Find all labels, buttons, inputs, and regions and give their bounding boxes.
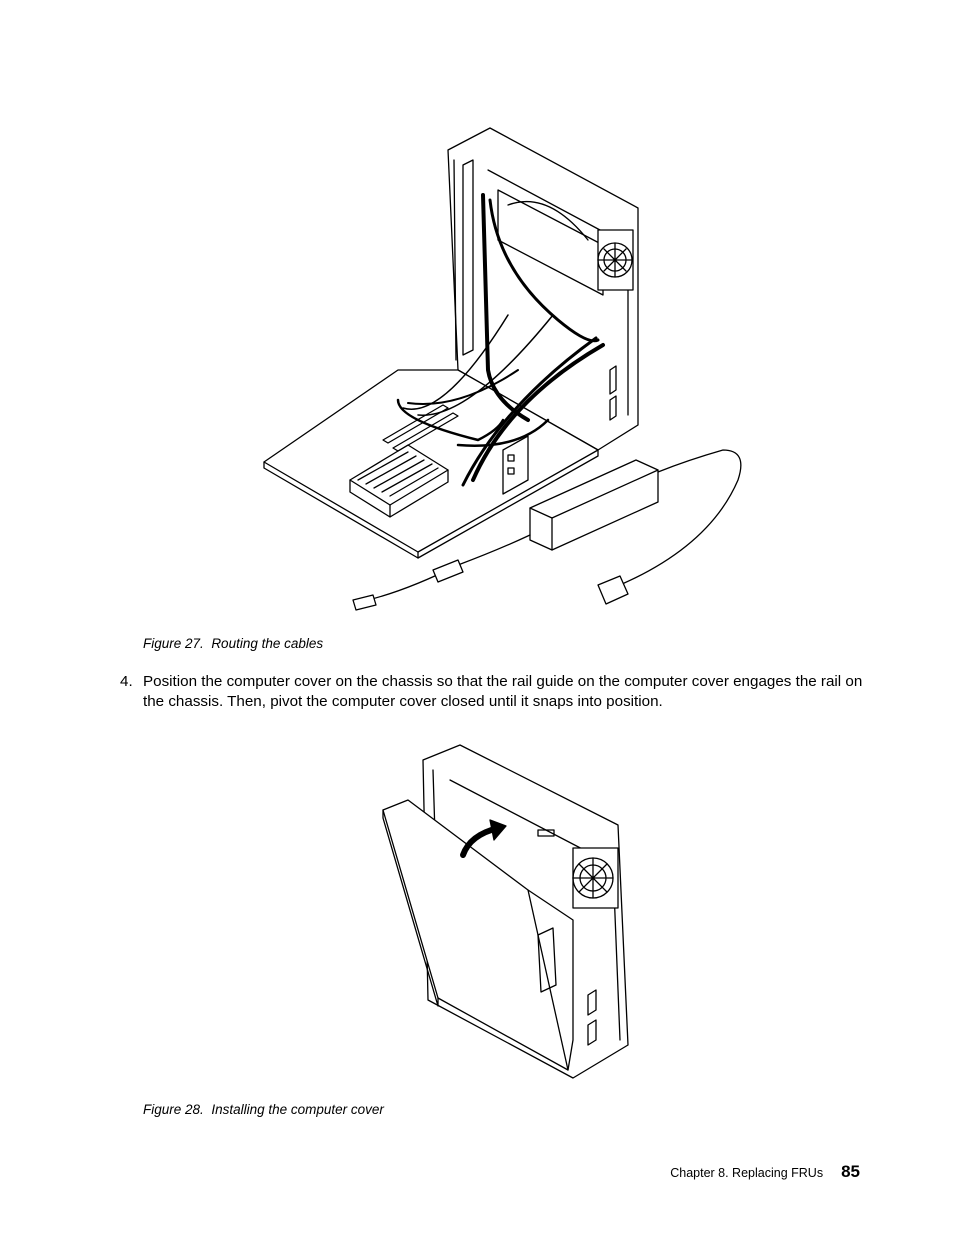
figure-28-caption-text: Installing the computer cover <box>211 1102 384 1117</box>
figure-28-number: Figure 28. <box>143 1102 204 1117</box>
step-4 <box>120 672 870 712</box>
footer-chapter: Chapter 8. Replacing FRUs <box>670 1166 824 1180</box>
figure-28-illustration <box>378 740 640 1085</box>
figure-27-illustration <box>258 120 748 620</box>
page-footer <box>670 1162 860 1182</box>
figure-27-caption-text: Routing the cables <box>211 636 324 651</box>
page-number: 85 <box>841 1162 860 1181</box>
figure-28-caption <box>143 1102 384 1117</box>
step-4-text: Position the computer cover on the chassis so that the rail guide on the computer cover engages the rail on the chassis. Then, pivot the computer cover closed until it snaps into position. <box>143 673 863 710</box>
figure-27-number: Figure 27. <box>143 636 204 651</box>
figure-27-caption <box>143 636 323 651</box>
step-4-number: 4. <box>120 673 133 690</box>
